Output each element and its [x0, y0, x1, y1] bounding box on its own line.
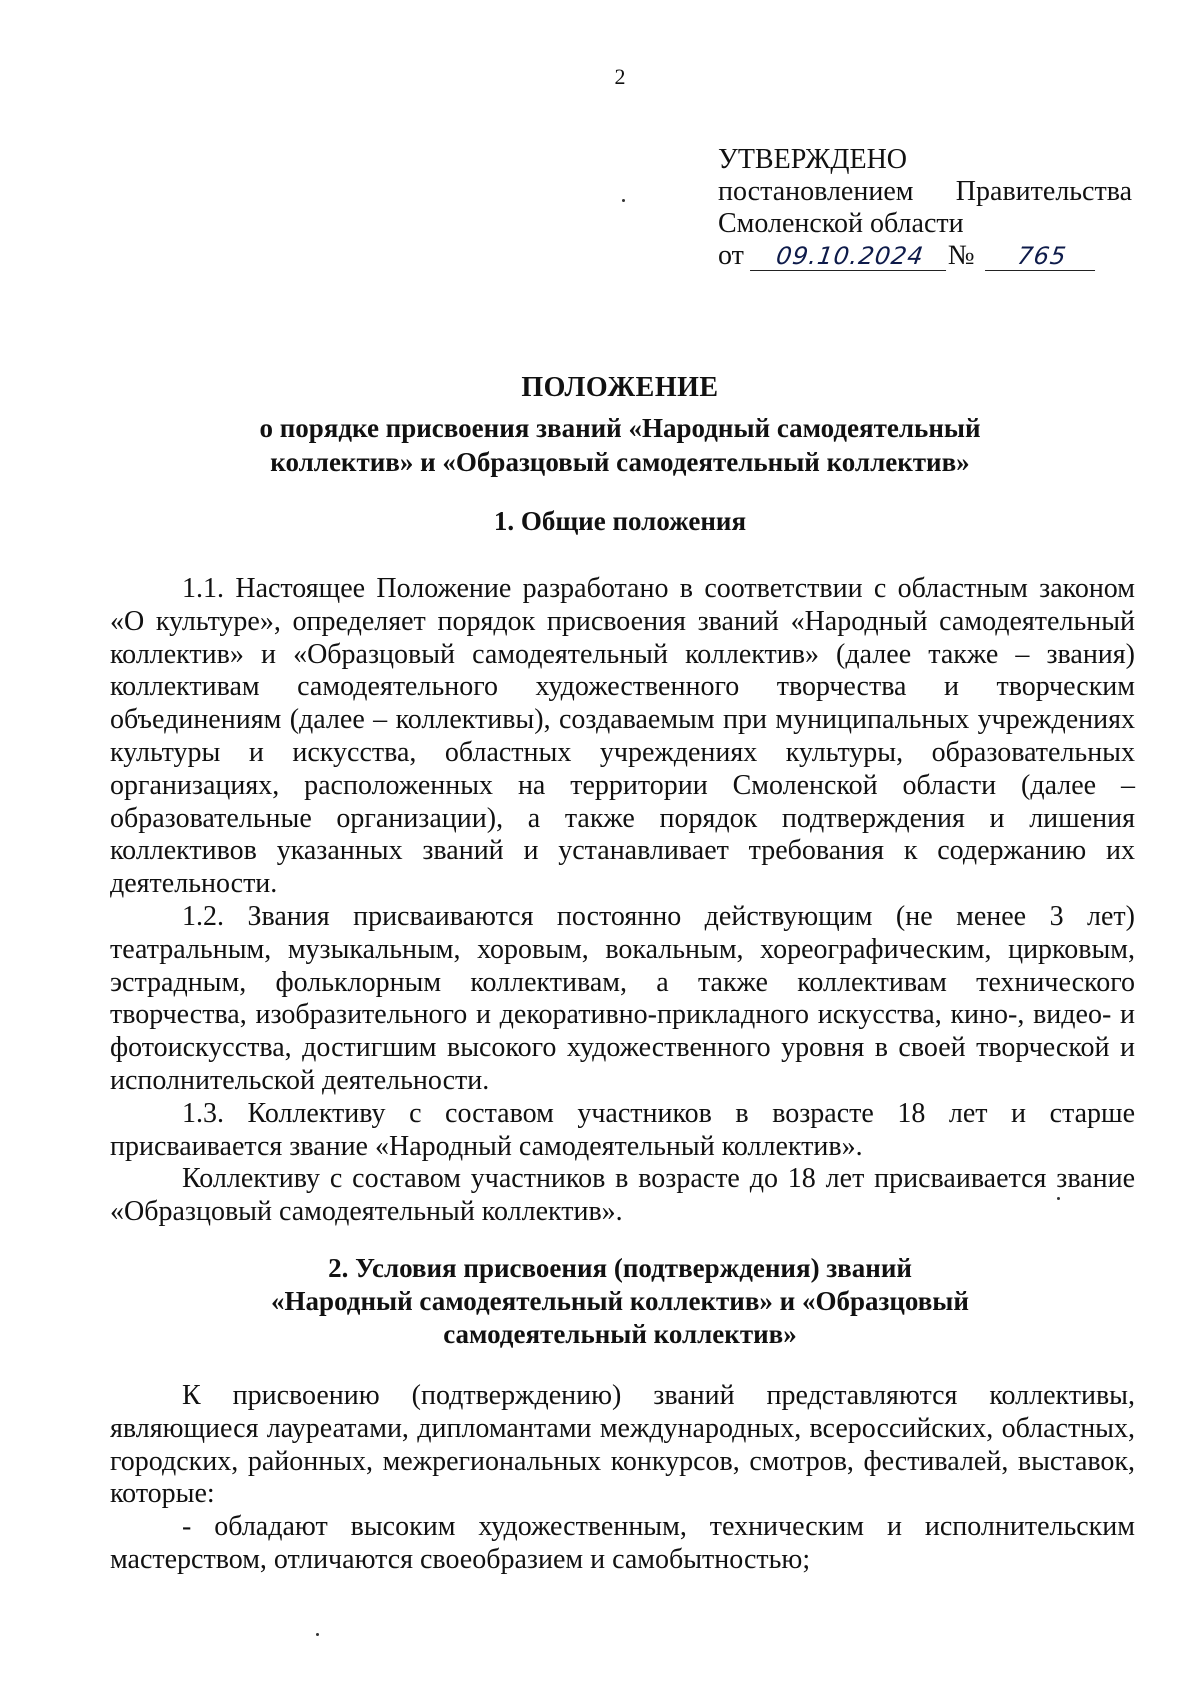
section-2-heading-line-2: «Народный самодеятельный коллектив» и «Образцовый [271, 1286, 969, 1316]
section-2-body [110, 1380, 1135, 1577]
approval-stamp-block [718, 144, 1132, 272]
document-subtitle-line-2: коллектив» и «Образцовый самодеятельный коллектив» [270, 447, 970, 477]
scan-speck [622, 199, 625, 202]
section-2-heading-line-3: самодеятельный коллектив» [443, 1319, 797, 1349]
handwritten-number: 765 [985, 242, 1099, 271]
paragraph-2-item-1: - обладают высоким художественным, техническим и исполнительским мастерством, отличаются своеобразием и самобытностью; [110, 1511, 1135, 1575]
paragraph-1-3: 1.3. Коллективу с составом участников в возрасте 18 лет и старше присваивается звание «Народный самодеятельный коллектив». [110, 1097, 1135, 1162]
scan-speck [316, 1633, 319, 1636]
section-2-heading [0, 1252, 1200, 1351]
paragraph-2-intro: К присвоению (подтверждению) званий представляются коллективы, являющиеся лауреатами, дипломантами международных, всероссийских, областных, городских, районных, межрегиональных конкурсов, смотров, фестивалей, выставок, которые: [110, 1380, 1135, 1510]
approval-date-number-row [718, 240, 1132, 272]
handwritten-date: 09.10.2024 [750, 242, 950, 271]
approval-number-label: № [947, 240, 975, 271]
page-number: 2 [614, 64, 626, 89]
paragraph-1-3-cont: Коллективу с составом участников в возрасте до 18 лет присваивается звание «Образцовый самодеятельный коллектив». [110, 1163, 1135, 1228]
paragraph-1-2: 1.2. Звания присваиваются постоянно действующим (не менее 3 лет) театральным, музыкальным, хоровым, вокальным, хореографическим, цирковым, эстрадным, фольклорным коллективам, а также коллективам технического творчества, изобразительного и декоративно-прикладного искусства, кино-, видео- и фотоискусства, достигшим высокого художественного уровня в своей творческой и исполнительской деятельности. [110, 900, 1135, 1096]
approval-authority-left: постановлением [718, 176, 914, 207]
approval-region: Смоленской области [718, 208, 964, 239]
approval-date-prefix: от [718, 240, 744, 271]
section-1-heading: 1. Общие положения [493, 506, 747, 536]
document-title: ПОЛОЖЕНИЕ [521, 372, 719, 403]
section-1-body [110, 573, 1135, 1229]
paragraph-1-1: 1.1. Настоящее Положение разработано в соответствии с областным законом «О культуре», определяет порядок присвоения званий «Народный самодеятельный коллектив» и «Образцовый самодеятельный коллектив» (далее также – звания) коллективам самодеятельного художественного творчества и творческим объединениям (далее – коллективы), создаваемым при муниципальных учреждениях культуры и искусства, областных учреждениях культуры, образовательных организациях, расположенных на территории Смоленской области (далее – образовательные организации), а также порядок подтверждения и лишения коллективов указанных званий и устанавливает требования к содержанию их деятельности. [110, 573, 1135, 900]
approval-authority-right: Правительства [955, 176, 1132, 207]
section-2-heading-line-1: 2. Условия присвоения (подтверждения) званий [328, 1253, 912, 1283]
approval-title: УТВЕРЖДЕНО [718, 144, 908, 175]
document-subtitle-line-1: о порядке присвоения званий «Народный самодеятельный [259, 413, 981, 443]
document-subtitle [0, 411, 1200, 479]
approval-authority-line [718, 176, 1132, 208]
